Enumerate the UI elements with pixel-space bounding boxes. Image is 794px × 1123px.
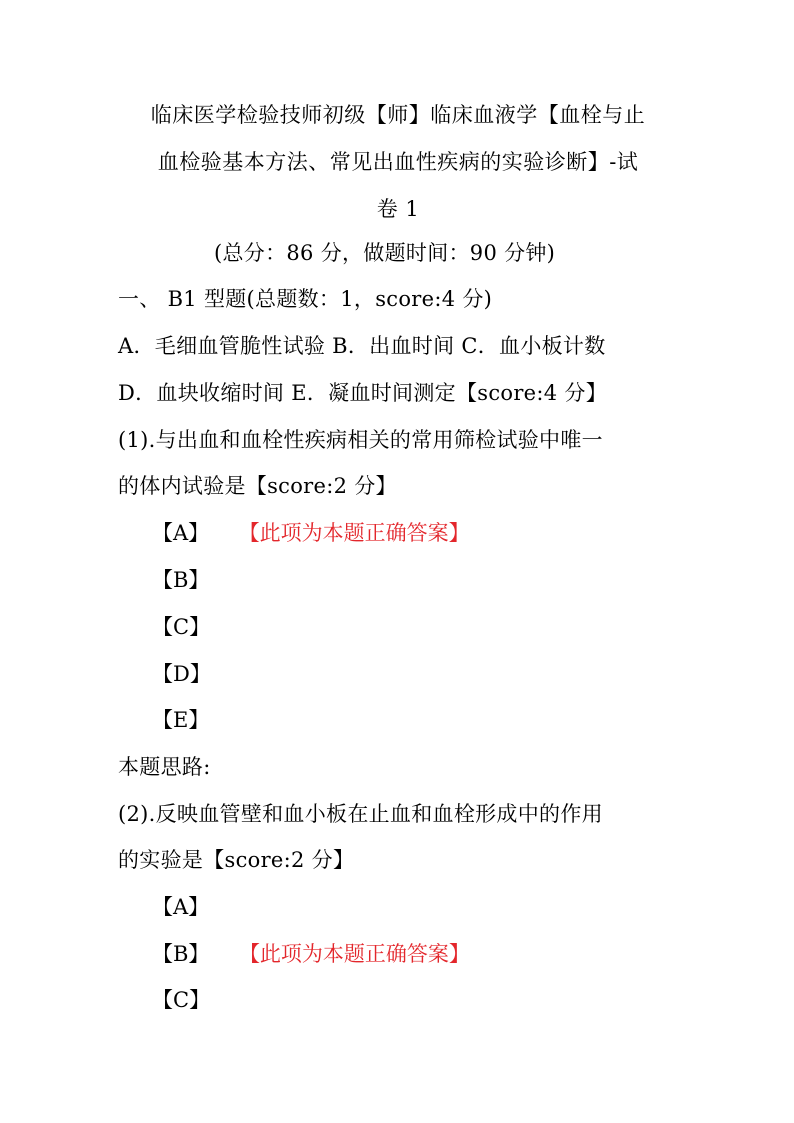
title-line-3: 卷 1 [376,197,420,221]
document-title [118,92,678,233]
question-1-stem-line-1: (1).与出血和血栓性疾病相关的常用筛检试验中唯一 [118,428,603,452]
shared-options-line-1: A．毛细血管脆性试验 B．出血时间 C．血小板计数 [118,334,606,358]
question-2-choice-c[interactable]: 【C】 [152,988,211,1012]
question-2-choice-a[interactable]: 【A】 [152,895,210,919]
question-1-choice-e[interactable]: 【E】 [152,708,210,732]
title-line-1: 临床医学检验技师初级【师】临床血液学【血栓与止 [150,103,646,127]
question-2-choice-b[interactable] [152,939,470,969]
choice-label: 【A】 [152,521,210,545]
exam-summary: (总分：86 分，做题时间：90 分钟) [214,241,556,265]
section-heading: 一、 B1 型题(总题数：1，score:4 分) [118,287,493,311]
question-2-stem-line-2: 的实验是【score:2 分】 [118,848,355,872]
title-line-2: 血检验基本方法、常见出血性疾病的实验诊断】-试 [157,150,639,174]
shared-options-line-2: D．血块收缩时间 E．凝血时间测定【score:4 分】 [118,381,607,405]
choice-label: 【B】 [152,942,210,966]
question-1-choice-b[interactable]: 【B】 [152,568,210,592]
correct-answer-note: 【此项为本题正确答案】 [249,942,470,966]
question-1-stem-line-2: 的体内试验是【score:2 分】 [118,474,397,498]
correct-answer-note: 【此项为本题正确答案】 [249,521,470,545]
question-1-choice-a[interactable] [152,518,470,548]
question-1-explanation-label: 本题思路: [118,755,211,779]
question-2-stem-line-1: (2).反映血管壁和血小板在止血和血栓形成中的作用 [118,802,603,826]
question-1-choice-c[interactable]: 【C】 [152,615,211,639]
question-1-choice-d[interactable]: 【D】 [152,662,211,686]
